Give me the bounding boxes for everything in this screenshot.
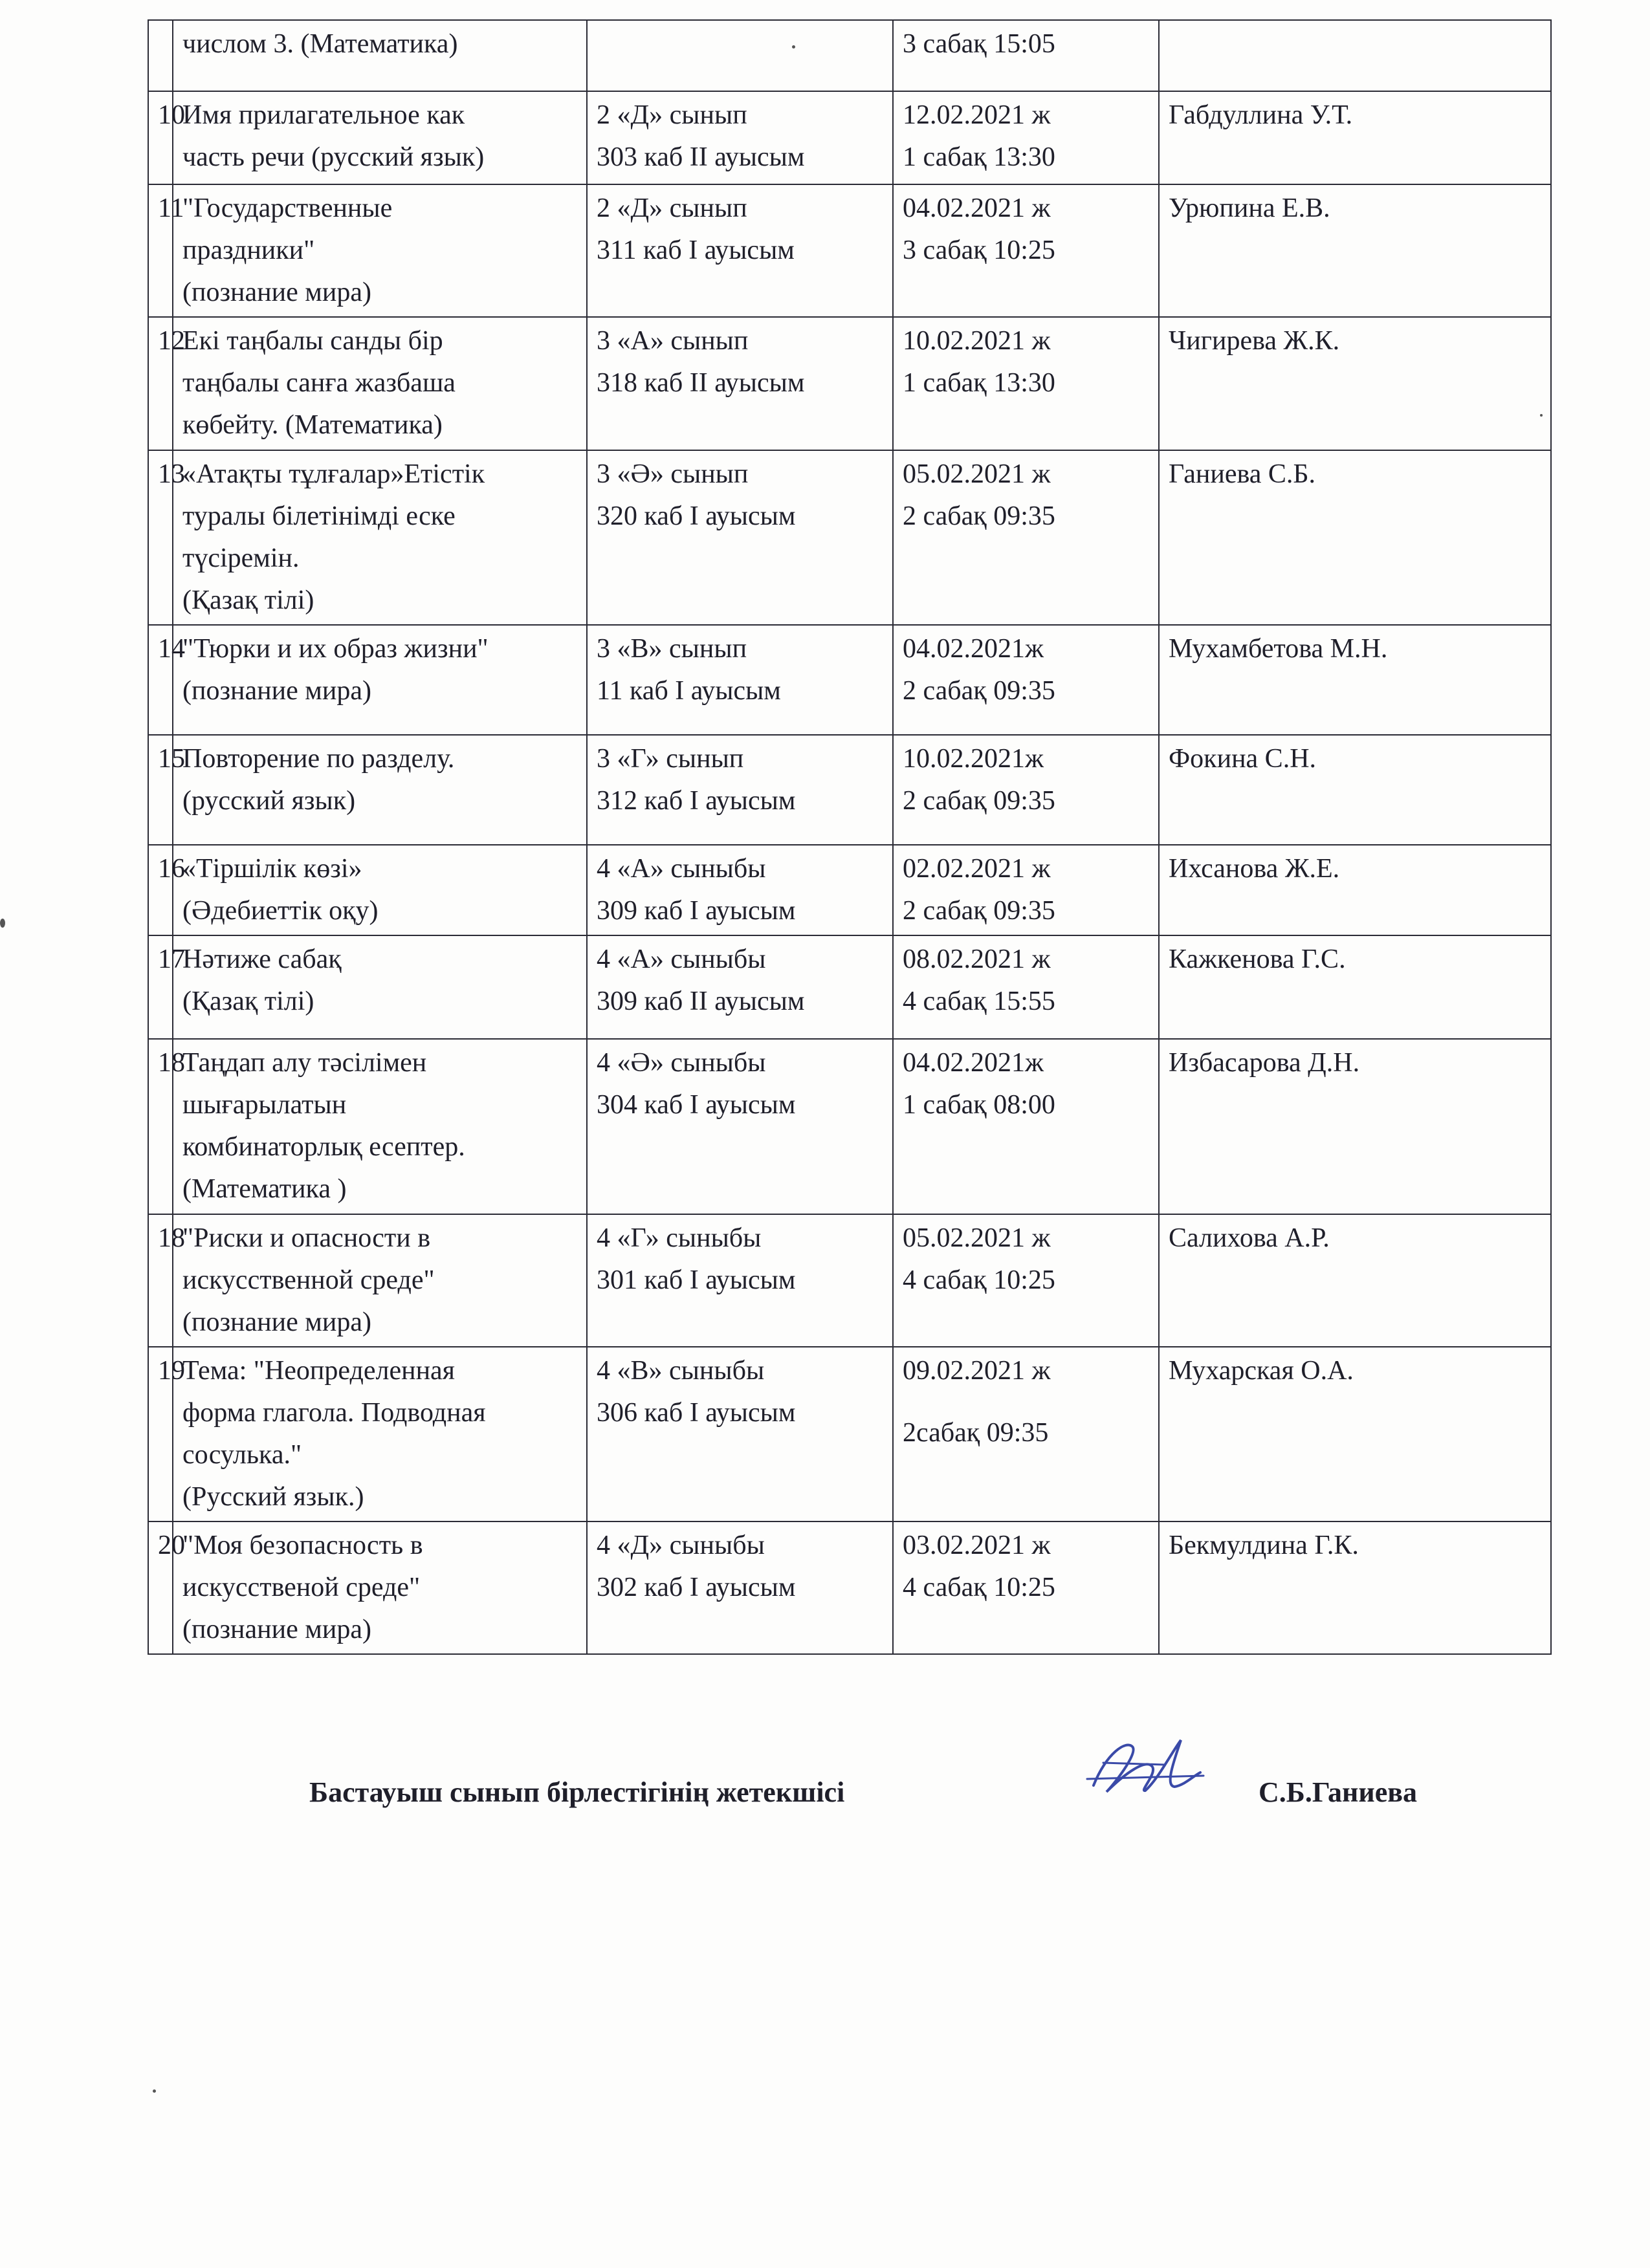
teacher-name	[1159, 935, 1551, 1039]
lesson-topic	[173, 1214, 587, 1347]
scan-speck	[1540, 414, 1543, 417]
cell-line: 1 сабақ 08:00	[903, 1090, 1055, 1120]
cell-line: 10.02.2021ж	[903, 743, 1044, 774]
lesson-topic	[173, 317, 587, 450]
cell-line: 309 каб II ауысым	[597, 987, 805, 1017]
cell-line: 4 «Г» сыныбы	[597, 1223, 762, 1253]
cell-line: форма глагола. Подводная	[182, 1397, 486, 1428]
cell-line: числом 3. (Математика)	[182, 29, 458, 59]
table-row	[148, 845, 1551, 935]
date-and-time	[893, 735, 1159, 845]
cell-line: "Тюрки и их образ жизни"	[182, 633, 489, 664]
teacher-name	[1159, 20, 1551, 91]
schedule-body	[148, 20, 1551, 1654]
cell-line: 3 «А» сынып	[597, 326, 749, 356]
date-and-time	[893, 317, 1159, 450]
cell-line: 04.02.2021ж	[903, 633, 1044, 664]
lesson-topic	[173, 1039, 587, 1214]
cell-line: (познание мира)	[182, 1615, 371, 1645]
cell-line: 12.02.2021 ж	[903, 100, 1051, 130]
cell-line: 3 «Ә» сынып	[597, 459, 749, 489]
scan-speck	[792, 45, 795, 49]
cell-line: 306 каб I ауысым	[597, 1397, 796, 1428]
table-row	[148, 1521, 1551, 1654]
cell-line: Избасарова Д.Н.	[1169, 1048, 1360, 1078]
row-number: 15	[148, 735, 173, 845]
cell-line: 4 «В» сыныбы	[597, 1355, 765, 1386]
cell-line: 3 «Г» сынып	[597, 743, 744, 774]
teacher-name	[1159, 1039, 1551, 1214]
teacher-name	[1159, 91, 1551, 184]
teacher-name	[1159, 317, 1551, 450]
date-and-time	[893, 1521, 1159, 1654]
cell-line: 11 каб I ауысым	[597, 676, 781, 706]
cell-line: 3 сабақ 15:05	[903, 29, 1055, 59]
date-and-time	[893, 1347, 1159, 1521]
table-row	[148, 91, 1551, 184]
cell-line: 04.02.2021 ж	[903, 193, 1051, 223]
class-and-room	[587, 1039, 893, 1214]
cell-line: Салихова А.Р.	[1169, 1223, 1330, 1253]
cell-line: 4 «Д» сыныбы	[597, 1531, 765, 1561]
cell-line: Габдуллина У.Т.	[1169, 100, 1353, 130]
cell-line: (Әдебиеттік оқу)	[182, 896, 379, 926]
cell-line	[1169, 23, 1541, 44]
table-row	[148, 184, 1551, 317]
cell-line: (познание мира)	[182, 1307, 371, 1337]
signature	[1068, 1714, 1236, 1811]
cell-line: шығарылатын	[182, 1090, 347, 1120]
table-row	[148, 317, 1551, 450]
row-number: 19	[148, 1347, 173, 1521]
table-row	[148, 1214, 1551, 1347]
date-and-time	[893, 91, 1159, 184]
lesson-topic	[173, 91, 587, 184]
cell-line: (познание мира)	[182, 278, 371, 308]
cell-line: Таңдап алу тәсілімен	[182, 1048, 427, 1078]
cell-line: 1 сабақ 13:30	[903, 368, 1055, 398]
class-and-room	[587, 735, 893, 845]
table-row	[148, 935, 1551, 1039]
cell-line: часть речи (русский язык)	[182, 142, 485, 173]
teacher-name	[1159, 1521, 1551, 1654]
cell-line: 09.02.2021 ж	[903, 1355, 1051, 1386]
lesson-schedule-table	[148, 19, 1552, 1655]
table-row	[148, 450, 1551, 625]
row-number: 16	[148, 845, 173, 935]
cell-line: 4 сабақ 10:25	[903, 1265, 1055, 1295]
cell-line: 301 каб I ауысым	[597, 1265, 796, 1295]
footer-title: Бастауыш сынып бірлестігінің жетекшісі	[309, 1776, 845, 1808]
cell-line: 2 «Д» сынып	[597, 193, 747, 223]
cell-line: 04.02.2021ж	[903, 1048, 1044, 1078]
row-number: 14	[148, 625, 173, 735]
teacher-name	[1159, 450, 1551, 625]
footer-name: С.Б.Ганиева	[1259, 1776, 1417, 1808]
row-number: 12	[148, 317, 173, 450]
cell-line: 08.02.2021 ж	[903, 944, 1051, 975]
date-and-time	[893, 1214, 1159, 1347]
lesson-topic	[173, 184, 587, 317]
cell-line: 302 каб I ауысым	[597, 1573, 796, 1603]
cell-line: Бекмулдина Г.К.	[1169, 1531, 1359, 1561]
table-row	[148, 1347, 1551, 1521]
cell-line: 3 «В» сынып	[597, 633, 747, 664]
row-number: 20	[148, 1521, 173, 1654]
cell-line: 309 каб I ауысым	[597, 896, 796, 926]
cell-line: Кажкенова Г.С.	[1169, 944, 1346, 975]
cell-line: Тема: "Неопределенная	[182, 1355, 456, 1386]
cell-line: 4 «Ә» сыныбы	[597, 1048, 766, 1078]
cell-line: Мухарская О.А.	[1169, 1355, 1354, 1386]
cell-line: «Тіршілік көзі»	[182, 853, 362, 884]
cell-line: праздники"	[182, 235, 315, 266]
cell-line: "Риски и опасности в	[182, 1223, 431, 1253]
cell-line: комбинаторлық есептер.	[182, 1132, 465, 1162]
cell-line: "Моя безопасность в	[182, 1531, 423, 1561]
cell-line: 2 сабақ 09:35	[903, 501, 1055, 531]
lesson-topic	[173, 735, 587, 845]
teacher-name	[1159, 735, 1551, 845]
row-number: 13	[148, 450, 173, 625]
cell-line	[903, 1392, 1149, 1413]
class-and-room	[587, 317, 893, 450]
cell-line: 318 каб II ауысым	[597, 368, 805, 398]
class-and-room	[587, 20, 893, 91]
cell-line: 304 каб I ауысым	[597, 1090, 796, 1120]
cell-line: «Атақты тұлғалар»Етістік	[182, 459, 485, 489]
cell-line: 4 сабақ 15:55	[903, 987, 1055, 1017]
scan-speck	[153, 2089, 156, 2093]
cell-line: 2сабақ 09:35	[903, 1418, 1049, 1448]
cell-line: туралы білетінімді еске	[182, 501, 456, 531]
cell-line: 2 сабақ 09:35	[903, 896, 1055, 926]
cell-line: 10.02.2021 ж	[903, 326, 1051, 356]
lesson-topic	[173, 1521, 587, 1654]
date-and-time	[893, 1039, 1159, 1214]
teacher-name	[1159, 845, 1551, 935]
cell-line: 311 каб I ауысым	[597, 235, 795, 266]
class-and-room	[587, 91, 893, 184]
lesson-topic	[173, 450, 587, 625]
cell-line: 05.02.2021 ж	[903, 1223, 1051, 1253]
date-and-time	[893, 20, 1159, 91]
cell-line: 03.02.2021 ж	[903, 1531, 1051, 1561]
table-row	[148, 1039, 1551, 1214]
cell-line: сосулька."	[182, 1439, 302, 1470]
row-number: 11	[148, 184, 173, 317]
cell-line: таңбалы санға жазбаша	[182, 368, 456, 398]
lesson-topic	[173, 845, 587, 935]
date-and-time	[893, 625, 1159, 735]
cell-line: (Математика )	[182, 1174, 347, 1205]
date-and-time	[893, 935, 1159, 1039]
cell-line: 2 сабақ 09:35	[903, 786, 1055, 816]
row-number: 17	[148, 935, 173, 1039]
cell-line: 303 каб II ауысым	[597, 142, 805, 173]
cell-line: 1 сабақ 13:30	[903, 142, 1055, 173]
cell-line: Фокина С.Н.	[1169, 743, 1317, 774]
cell-line: 3 сабақ 10:25	[903, 235, 1055, 266]
cell-line: 4 «А» сыныбы	[597, 944, 766, 975]
cell-line: 312 каб I ауысым	[597, 786, 796, 816]
date-and-time	[893, 845, 1159, 935]
date-and-time	[893, 450, 1159, 625]
cell-line: искусственной среде"	[182, 1265, 435, 1295]
cell-line: (Қазақ тілі)	[182, 987, 314, 1017]
table-row	[148, 20, 1551, 91]
cell-line: "Государственные	[182, 193, 393, 223]
class-and-room	[587, 845, 893, 935]
cell-line: 02.02.2021 ж	[903, 853, 1051, 884]
cell-line: Чигирева Ж.К.	[1169, 326, 1340, 356]
row-number: 18	[148, 1039, 173, 1214]
class-and-room	[587, 935, 893, 1039]
table-row	[148, 735, 1551, 845]
cell-line: 4 «А» сыныбы	[597, 853, 766, 884]
cell-line: Нәтиже сабақ	[182, 944, 342, 975]
cell-line: 2 сабақ 09:35	[903, 676, 1055, 706]
cell-line: 2 «Д» сынып	[597, 100, 747, 130]
cell-line: (познание мира)	[182, 676, 371, 706]
cell-line: 4 сабақ 10:25	[903, 1573, 1055, 1603]
cell-line: түсіремін.	[182, 543, 300, 573]
cell-line: 05.02.2021 ж	[903, 459, 1051, 489]
row-number: 10	[148, 91, 173, 184]
lesson-topic	[173, 935, 587, 1039]
cell-line: искусственой среде"	[182, 1573, 421, 1603]
cell-line: Ихсанова Ж.Е.	[1169, 853, 1340, 884]
cell-line: Ганиева С.Б.	[1169, 459, 1316, 489]
cell-line: (Қазақ тілі)	[182, 585, 314, 615]
cell-line: (русский язык)	[182, 786, 356, 816]
teacher-name	[1159, 1347, 1551, 1521]
table-row	[148, 625, 1551, 735]
row-number: 18	[148, 1214, 173, 1347]
cell-line: Урюпина Е.В.	[1169, 193, 1330, 223]
teacher-name	[1159, 1214, 1551, 1347]
cell-line: (Русский язык.)	[182, 1482, 364, 1512]
teacher-name	[1159, 625, 1551, 735]
cell-line: көбейту. (Математика)	[182, 410, 443, 441]
class-and-room	[587, 1214, 893, 1347]
cell-line: Мухамбетова М.Н.	[1169, 633, 1388, 664]
class-and-room	[587, 450, 893, 625]
lesson-topic	[173, 20, 587, 91]
date-and-time	[893, 184, 1159, 317]
cell-line: Имя прилагательное как	[182, 100, 465, 130]
scan-speck	[0, 919, 5, 928]
lesson-topic	[173, 625, 587, 735]
teacher-name	[1159, 184, 1551, 317]
class-and-room	[587, 625, 893, 735]
cell-line: 320 каб I ауысым	[597, 501, 796, 531]
class-and-room	[587, 1521, 893, 1654]
row-number	[148, 20, 173, 91]
cell-line	[597, 23, 883, 44]
cell-line: Екі таңбалы санды бір	[182, 326, 443, 356]
lesson-topic	[173, 1347, 587, 1521]
cell-line: Повторение по разделу.	[182, 743, 455, 774]
class-and-room	[587, 184, 893, 317]
class-and-room	[587, 1347, 893, 1521]
